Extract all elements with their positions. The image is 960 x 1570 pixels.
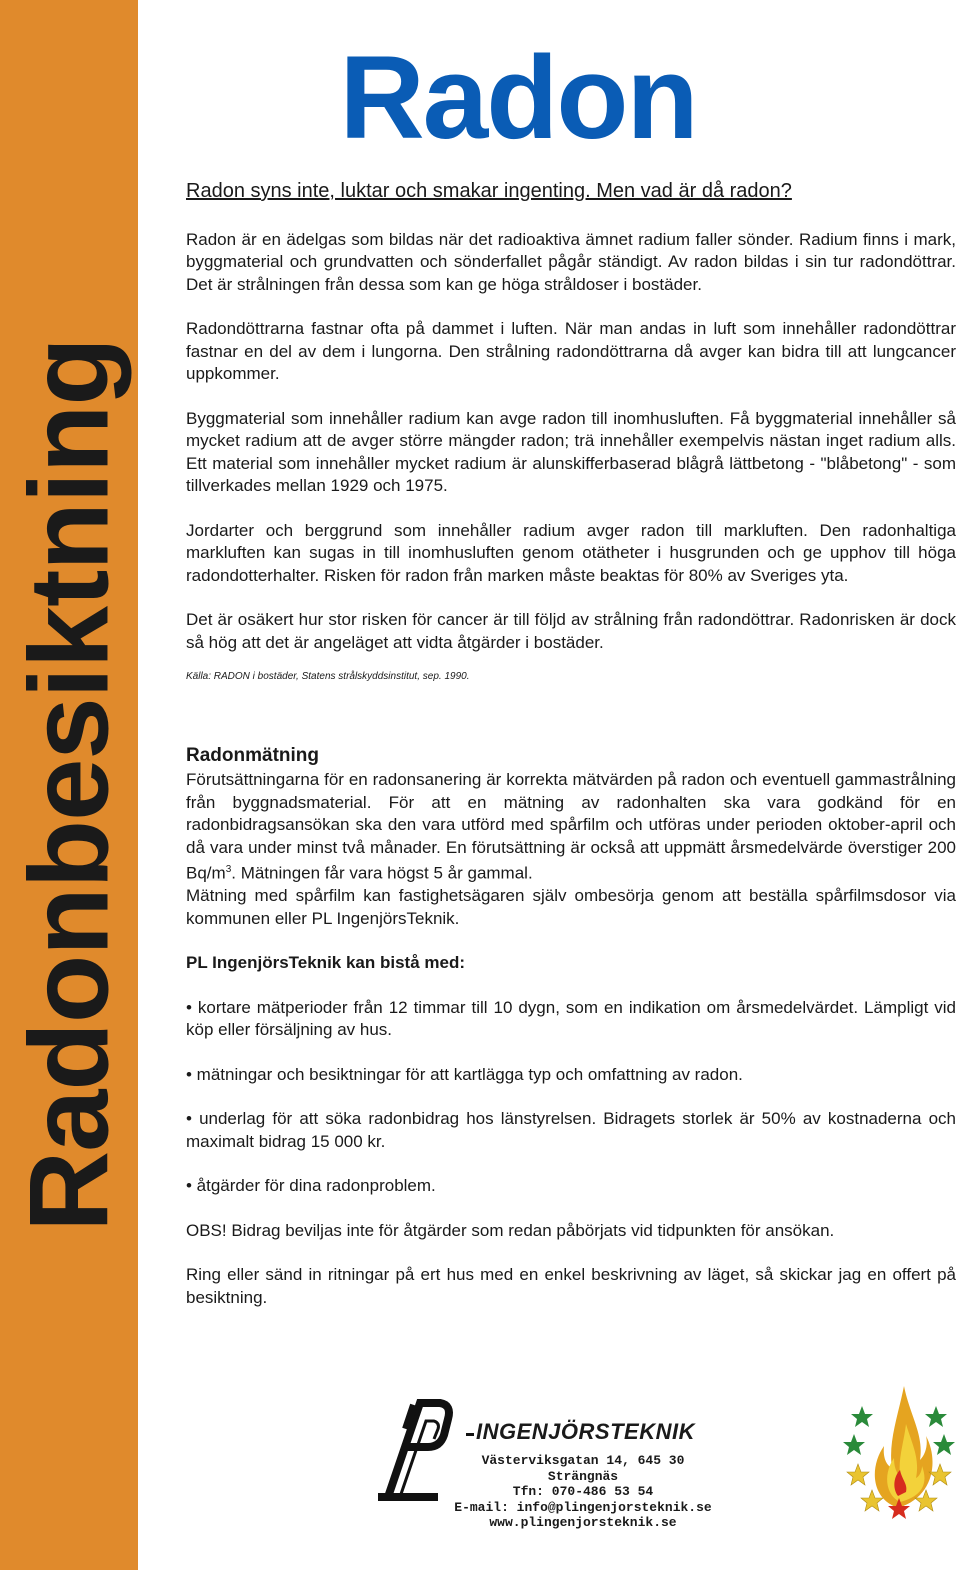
service-item: • underlag för att söka radonbidrag hos länstyrelsen. Bidragets storlek är 50% av kostnaderna och maximalt bidrag 15 000 kr.	[186, 1109, 956, 1151]
flame-stars-emblem-icon	[840, 1380, 958, 1520]
source-citation: Källa: RADON i bostäder, Statens strålskyddsinstitut, sep. 1990.	[186, 671, 470, 682]
intro-paragraph-2: Radondöttrarna fastnar ofta på dammet i luften. När man andas in luft som innehåller radondöttrar fastnar en del av dem i lungorna. Den strålning radondöttrarna då avger kan bidra till att lungcancer uppkommer.	[186, 319, 956, 383]
measurement-text	[186, 769, 956, 885]
measurement-text-c: Mätning med spårfilm kan fastighetsägaren själv ombesörja genom att beställa spårfilmsdosor via kommunen eller PL IngenjörsTeknik.	[186, 886, 956, 928]
measurement-unit-exponent: 3	[225, 864, 232, 875]
intro-paragraph-5: Det är osäkert hur stor risken för cancer är till följd av strålning från radondöttrar. Radonrisken är dock så hög att det är angeläget att vidta åtgärder i bostäder.	[186, 610, 956, 652]
company-address: Västerviksgatan 14, 645 30 Strängnäs	[481, 1453, 685, 1484]
service-item: • mätningar och besiktningar för att kartlägga typ och omfattning av radon.	[186, 1064, 743, 1084]
service-item: • kortare mätperioder från 12 timmar till 10 dygn, som en indikation om årsmedelvärdet. Lämpligt vid köp eller försäljning av hus.	[186, 997, 956, 1040]
company-logo	[348, 1395, 728, 1535]
call-to-action: Ring eller sänd in ritningar på ert hus med en enkel beskrivning av läget, så skickar jag en offert på besiktning.	[186, 1265, 956, 1307]
measurement-text-a: Förutsättningarna för en radonsanering är korrekta mätvärden på radon och eventuell gammastrålning från byggnadsmaterial. För att en mätning av radonhalten ska vara godkänd för en radonbidragsansökan ska den vara utförd med spårfilm och utföras under perioden oktober-april och då vara under minst två månader. En förutsättning är också att uppmätt årsmedelvärde överstiger 200 Bq/m	[186, 770, 956, 883]
company-phone: Tfn: 070-486 53 54	[512, 1484, 654, 1499]
service-item: • åtgärder för dina radonproblem.	[186, 1176, 436, 1196]
intro-paragraph-1: Radon är en ädelgas som bildas när det radioaktiva ämnet radium faller sönder. Radium finns i mark, byggmaterial och grundvatten och sönderfallet pågår ständigt. Av radon bildas i sin tur radondöttrar. Det är strålningen från dessa som kan ge höga stråldoser i bostäder.	[186, 229, 956, 294]
company-website: www.plingenjorsteknik.se	[489, 1515, 677, 1530]
sidebar-band	[0, 0, 138, 1570]
measurement-heading: Radonmätning	[186, 744, 319, 766]
page-title: Radon	[339, 32, 697, 164]
measurement-text-b: . Mätningen får vara högst 5 år gammal.	[231, 863, 533, 883]
intro-paragraph-3: Byggmaterial som innehåller radium kan avge radon till inomhusluften. Få byggmaterial innehåller så mycket radium att de avger större mängder radon; trä innehåller exempelvis nästan inget radium alls. Ett material som innehåller mycket radium är alunskifferbaserad blågrå lättbetong - "blåbetong" - som tillverkades mellan 1929 och 1975.	[186, 408, 956, 495]
company-contact	[448, 1453, 718, 1531]
sidebar-label: Radonbesiktning	[6, 338, 132, 1232]
company-name: INGENJÖRSTEKNIK	[476, 1419, 695, 1444]
logo-dash	[466, 1433, 474, 1436]
obs-note: OBS! Bidrag beviljas inte för åtgärder som redan påbörjats vid tidpunkten för ansökan.	[186, 1220, 835, 1240]
main-content	[186, 180, 956, 1331]
services-heading: PL IngenjörsTeknik kan bistå med:	[186, 953, 465, 973]
company-email: E-mail: info@plingenjorsteknik.se	[454, 1499, 712, 1515]
intro-paragraph-4: Jordarter och berggrund som innehåller radium avger radon till markluften. Den radonhaltiga markluften kan sugas in till inomhusluften genom otätheter i husgrunden och ge upphov till höga radondotterhalter. Risken för radon från marken måste beaktas för 80% av Sveriges yta.	[186, 520, 956, 585]
intro-heading: Radon syns inte, luktar och smakar ingenting. Men vad är då radon?	[186, 180, 792, 202]
